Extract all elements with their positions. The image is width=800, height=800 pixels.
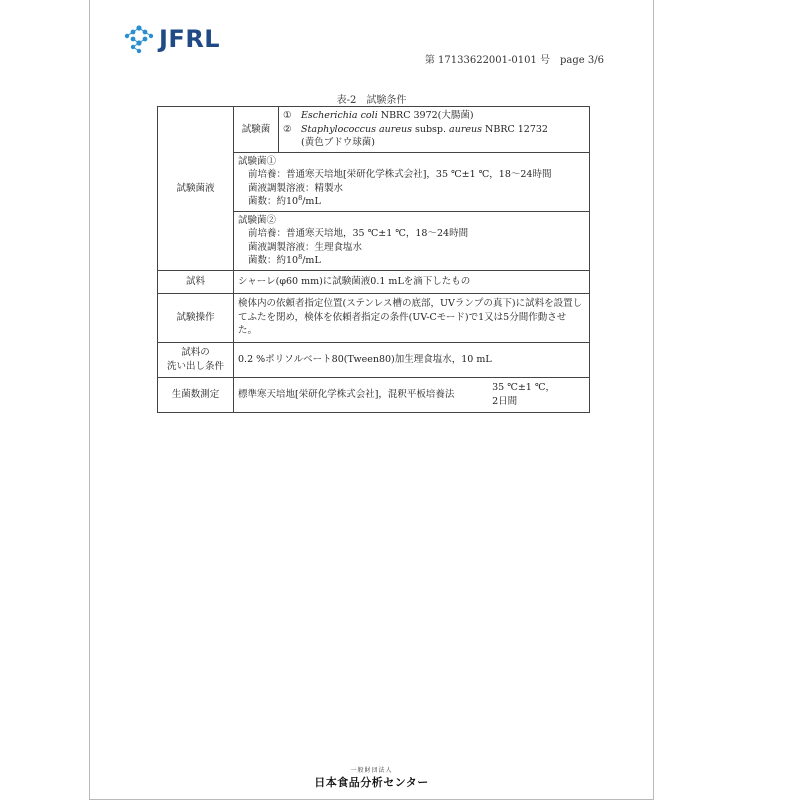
operation-cell: 検体内の依頼者指定位置(ステンレス槽の底部，UVランプの真下)に試料を設置してふたを閉め，検体を依頼者指定の条件(UV-Cモード)で1又は5分間作動させた。 bbox=[234, 293, 590, 342]
sample-label: 試料 bbox=[158, 270, 234, 293]
table-row bbox=[158, 293, 590, 342]
operation-label: 試験操作 bbox=[158, 293, 234, 342]
strain-item: ① Escherichia coli NBRC 3972(大腸菌) bbox=[283, 110, 474, 121]
wash-label: 試料の 洗い出し条件 bbox=[158, 342, 234, 377]
solution-1-title: 試験菌① bbox=[238, 155, 277, 167]
document-page bbox=[89, 0, 654, 800]
jfrl-logo bbox=[122, 24, 220, 54]
table-title: 表-2 試験条件 bbox=[336, 95, 407, 106]
footer-org-name: 日本食品分析センター bbox=[314, 776, 429, 789]
bacterial-solution-label: 試験菌液 bbox=[158, 107, 234, 271]
count-cell: 標準寒天培地[栄研化学株式会社]，混釈平板培養法 35 ℃±1 ℃， 2日間 bbox=[234, 377, 590, 412]
solution-2-title: 試験菌② bbox=[238, 214, 277, 226]
jfrl-logo-mark-icon bbox=[122, 24, 156, 54]
table-row bbox=[158, 377, 590, 412]
test-bacteria-label: 試験菌 bbox=[234, 107, 279, 153]
solution-1-cell: 試験菌① 前培養：普通寒天培地[栄研化学株式会社]，35 ℃±1 ℃，18～24時間 菌液調製溶液：精製水 菌数：約$10^8/mL$ bbox=[234, 152, 590, 211]
strain-list-cell bbox=[279, 107, 590, 153]
table-row bbox=[158, 270, 590, 293]
strain-item: ② Staphylococcus aureus subsp. aureus NBRC 12732 bbox=[283, 123, 548, 135]
solution-2-cell: 試験菌② 前培養：普通寒天培地，35 ℃±1 ℃，18～24時間 菌液調製溶液：生理食塩水 菌数：約$10^8/mL$ bbox=[234, 211, 590, 270]
document-number: 第 17133622001-0101 号 page 3/6 bbox=[424, 55, 604, 66]
logo-text: JFRL bbox=[159, 25, 221, 53]
strain-note: (黄色ブドウ球菌) bbox=[301, 137, 375, 148]
table-row bbox=[158, 342, 590, 377]
test-conditions-table bbox=[157, 106, 590, 413]
count-label: 生菌数測定 bbox=[158, 377, 234, 412]
footer-organization bbox=[90, 765, 653, 790]
table-row bbox=[158, 107, 590, 153]
footer-org-type: 一般財団法人 bbox=[350, 767, 393, 774]
wash-cell: 0.2 %ポリソルベート80(Tween80)加生理食塩水，10 mL bbox=[234, 342, 590, 377]
sample-cell: シャーレ(φ60 mm)に試験菌液0.1 mLを滴下したもの bbox=[234, 270, 590, 293]
